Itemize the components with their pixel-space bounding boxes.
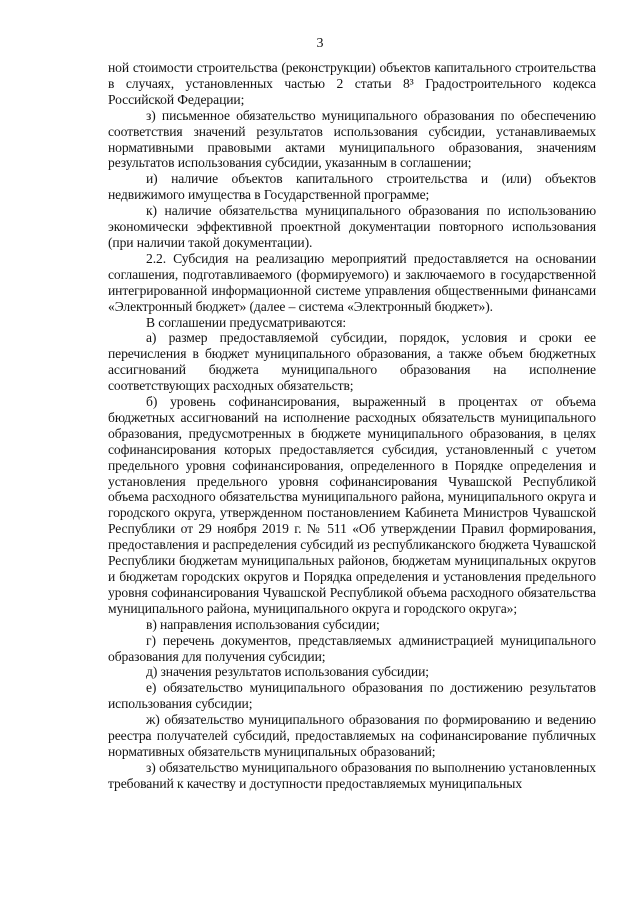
paragraph-item-a: а) размер предоставляемой субсидии, порядок, условия и сроки ее перечисления в бюджет муниципального образования, а также объем бюджетных ассигнований бюджета муниципального образования на исполнение соответствующих расходных обязательств;	[108, 330, 596, 394]
paragraph-item-v: в) направления использования субсидии;	[146, 616, 380, 632]
paragraph-continuation: ной стоимости строительства (реконструкции) объектов капитального строительства в случаях, установленных частью 2 статьи 8³ Градостроительного кодекса Российской Федерации;	[108, 60, 596, 107]
paragraph-item-z2: з) обязательство муниципального образования по выполнению установленных требований к качеству и доступности предоставляемых муниципальных	[108, 759, 596, 791]
paragraph-agreement-intro: В соглашении предусматриваются:	[146, 314, 347, 330]
paragraph-item-g: г) перечень документов, представляемых администрацией муниципального образования для получения субсидии;	[108, 632, 596, 664]
paragraph-item-z: з) письменное обязательство муниципального образования по обеспечению соответствия значений результатов использования субсидии, устанавливаемых нормативными правовыми актами муниципального образования, значениям результатов использования субсидии, указанным в соглашении;	[108, 107, 596, 171]
paragraph-item-zh: ж) обязательство муниципального образования по формированию и ведению реестра получателей субсидий, предоставляемых на софинансирование публичных нормативных обязательств муниципальных образований;	[108, 712, 596, 759]
paragraph-item-e: е) обязательство муниципального образования по достижению результатов использования субсидии;	[108, 680, 596, 712]
page-number: 3	[316, 36, 324, 51]
paragraph-item-d: д) значения результатов использования субсидии;	[146, 664, 429, 680]
document-body	[108, 60, 596, 792]
paragraph-2-2: 2.2. Субсидия на реализацию мероприятий предоставляется на основании соглашения, подготавливаемого (формируемого) и заключаемого в государственной интегрированной информационной системе управления общественными финансами «Электронный бюджет» (далее – система «Электронный бюджет»).	[108, 250, 596, 314]
paragraph-item-k: к) наличие обязательства муниципального образования по использованию экономически эффективной проектной документации повторного использования (при наличии такой документации).	[108, 203, 596, 250]
paragraph-item-b: б) уровень софинансирования, выраженный в процентах от объема бюджетных ассигнований на исполнение расходных обязательств муниципального образования, предусмотренных в бюджете муниципального образования, в целях софинансирования которых предоставляется субсидия, установленный с учетом предельного уровня софинансирования, определенного в Порядке определения и установления предельного уровня софинансирования Чувашской Республикой объема расходного обязательства муниципального района, муниципального округа и городского округа, утвержденном постановлением Кабинета Министров Чувашской Республики от 29 ноября 2019 г. № 511 «Об утверждении Правил формирования, предоставления и распределения субсидий из республиканского бюджета Чувашской Республики бюджетам муниципальных районов, бюджетам муниципальных округов и бюджетам городских округов и Порядка определения и установления предельного уровня софинансирования Чувашской Республикой объема расходного обязательства муниципального района, муниципального округа и городского округа»;	[108, 394, 596, 616]
paragraph-item-i: и) наличие объектов капитального строительства и (или) объектов недвижимого имущества в Государственной программе;	[108, 171, 596, 203]
